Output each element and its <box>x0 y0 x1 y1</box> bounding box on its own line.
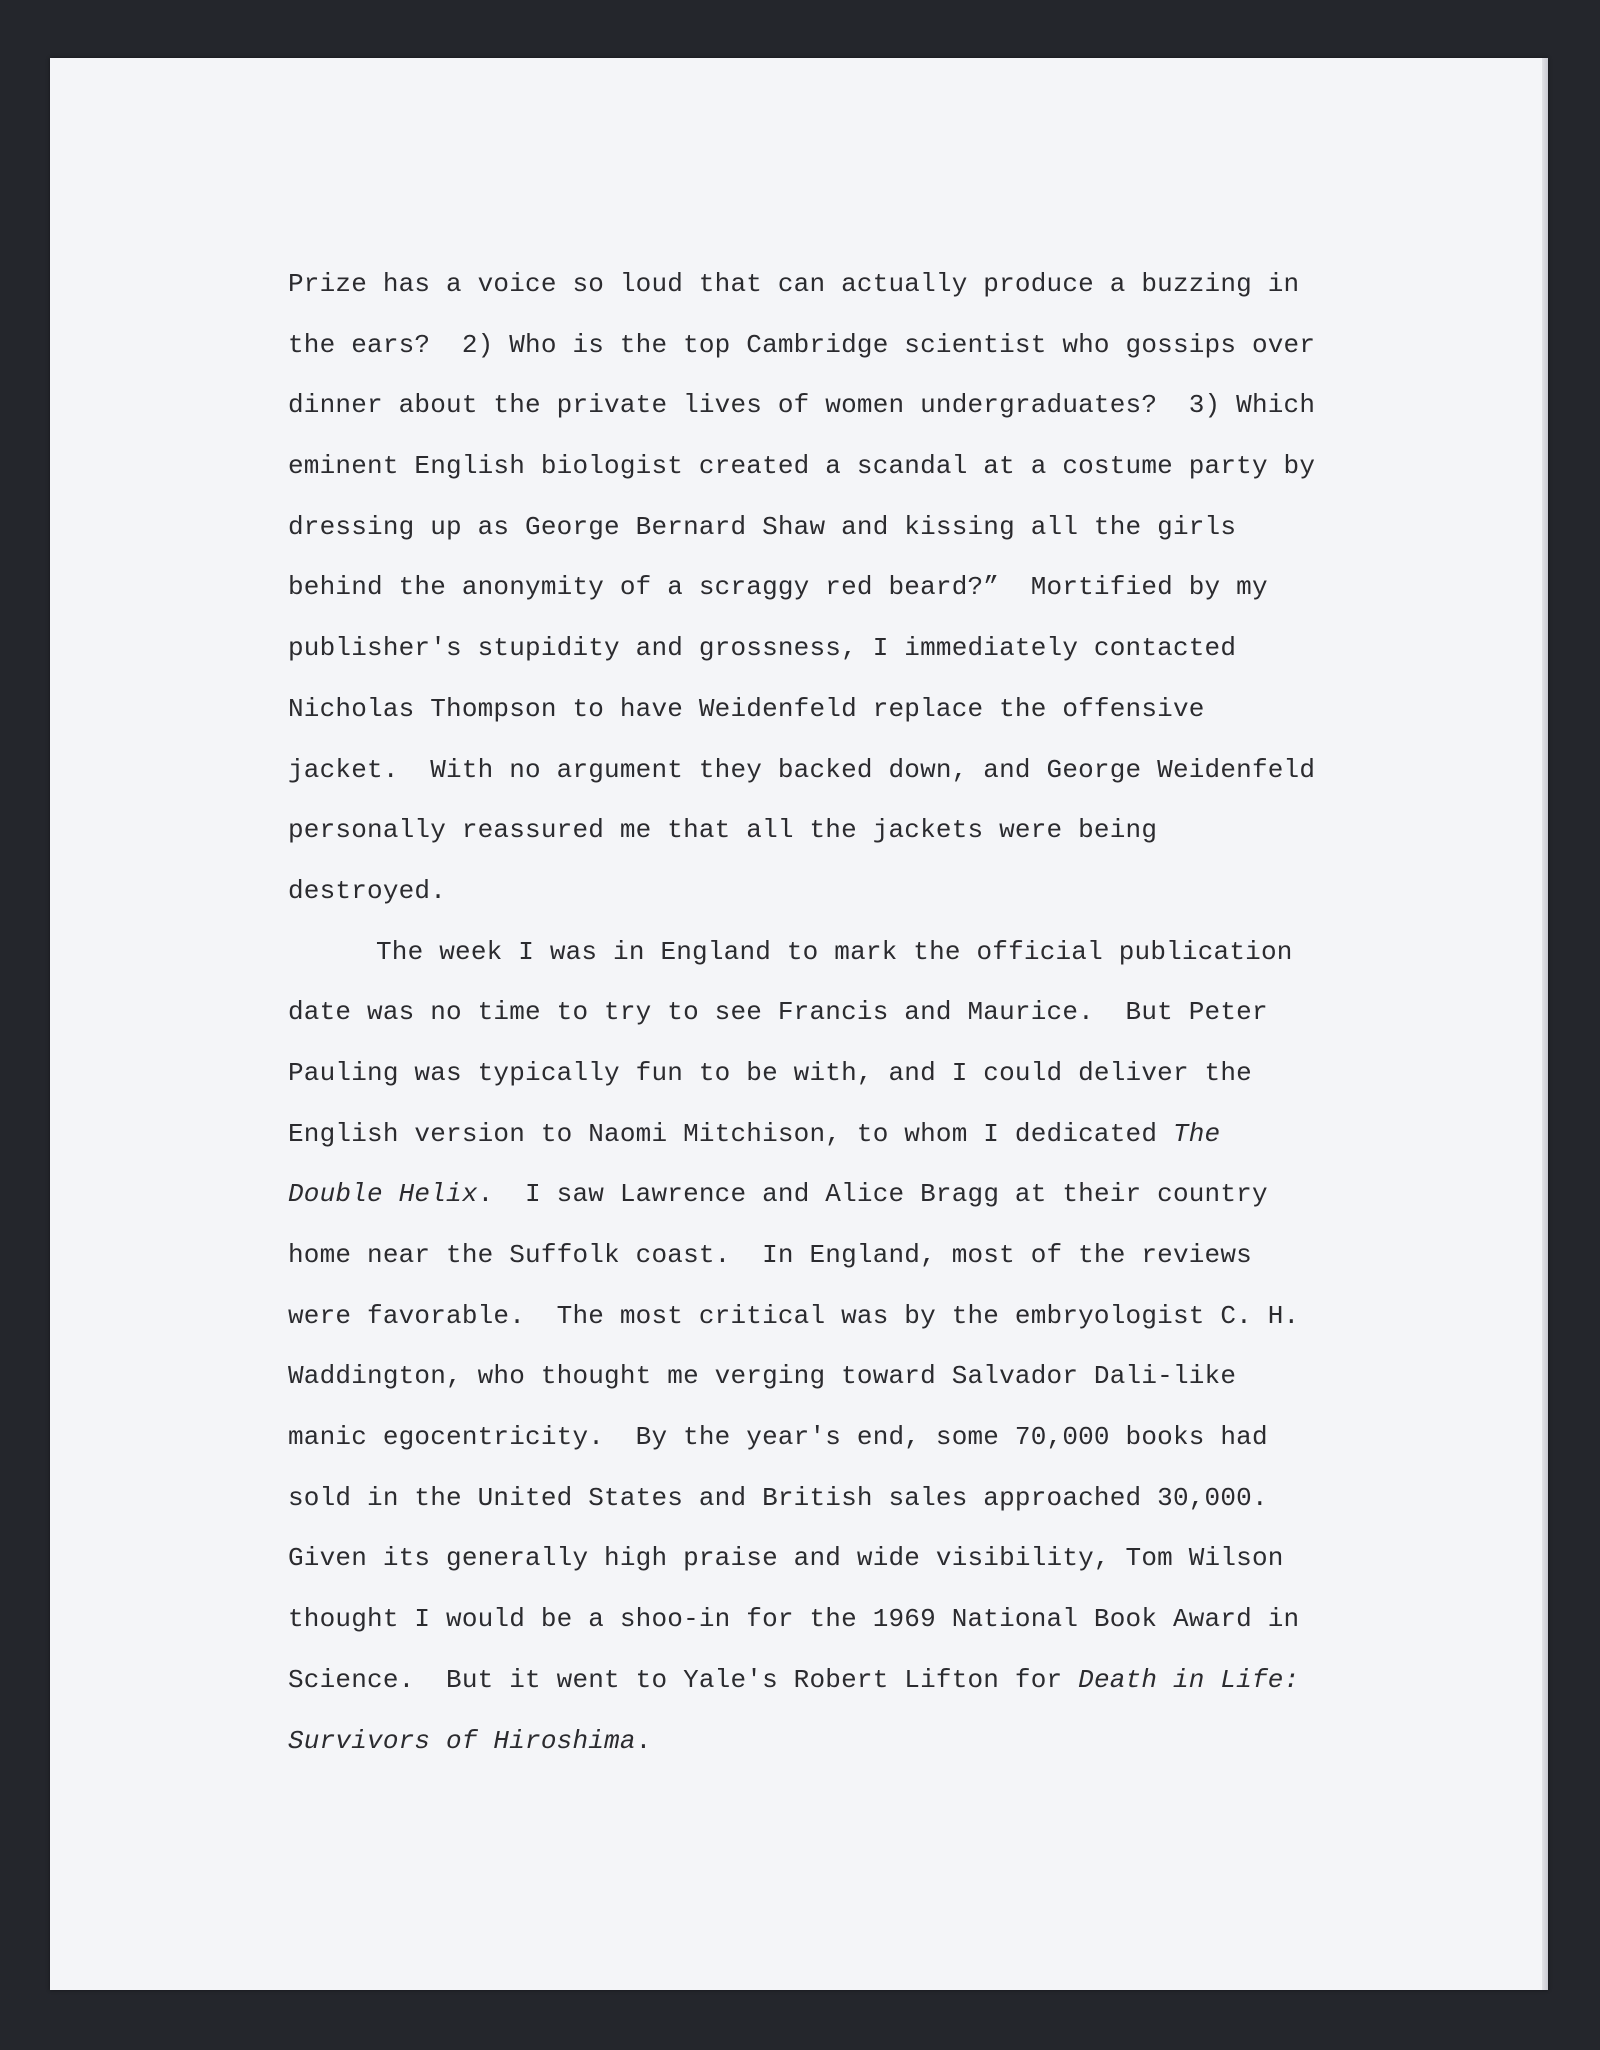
text-line: Nicholas Thompson to have Weidenfeld replace the offensive <box>288 693 1205 724</box>
text-line: the ears? 2) Who is the top Cambridge scientist who gossips over <box>288 329 1316 360</box>
text-line: Double Helix. I saw Lawrence and Alice Bragg at their country <box>288 1179 1268 1210</box>
book-title: The <box>1172 1118 1221 1149</box>
text-line: Prize has a voice so loud that can actually produce a buzzing in <box>288 269 1300 299</box>
text-line: eminent English biologist created a scandal at a costume party by <box>288 451 1316 482</box>
text-line: dressing up as George Bernard Shaw and kissing all the girls <box>288 511 1237 542</box>
text-line: were favorable. The most critical was by the embryologist C. H. <box>288 1300 1300 1331</box>
text-line: dinner about the private lives of women undergraduates? 3) Which <box>288 390 1316 421</box>
text-line: publisher's stupidity and grossness, I immediately contacted <box>288 633 1237 664</box>
body-text <box>288 254 1368 1771</box>
text-line: Given its generally high praise and wide visibility, Tom Wilson <box>288 1543 1284 1574</box>
text-line: behind the anonymity of a scraggy red beard?” Mortified by my <box>288 572 1268 603</box>
text-line: thought I would be a shoo-in for the 1969 National Book Award in <box>288 1604 1300 1635</box>
text-line: sold in the United States and British sales approached 30,000. <box>288 1482 1268 1513</box>
book-title: Death in Life: <box>1078 1664 1300 1695</box>
text-line: manic egocentricity. By the year's end, some 70,000 books had <box>288 1422 1268 1453</box>
text-line: date was no time to try to see Francis and Maurice. But Peter <box>288 997 1268 1028</box>
paragraph-start-line: The week I was in England to mark the official publication <box>376 936 1293 967</box>
text-line: English version to Naomi Mitchison, to whom I dedicated The <box>288 1118 1221 1149</box>
page-edge <box>1542 58 1548 1990</box>
text-line: Science. But it went to Yale's Robert Lifton for Death in Life: <box>288 1664 1300 1695</box>
text-line: jacket. With no argument they backed down, and George Weidenfeld <box>288 754 1316 785</box>
text-line: Waddington, who thought me verging toward Salvador Dali-like <box>288 1361 1237 1392</box>
text-line: destroyed. <box>288 875 447 906</box>
typed-page <box>50 58 1548 1990</box>
text-line: Survivors of Hiroshima. <box>288 1725 652 1756</box>
book-title: Survivors of Hiroshima <box>288 1725 636 1756</box>
text-line: Pauling was typically fun to be with, and I could deliver the <box>288 1057 1252 1088</box>
text-line: personally reassured me that all the jackets were being <box>288 815 1158 846</box>
text-line: home near the Suffolk coast. In England, most of the reviews <box>288 1240 1252 1270</box>
book-title: Double Helix <box>288 1179 478 1210</box>
